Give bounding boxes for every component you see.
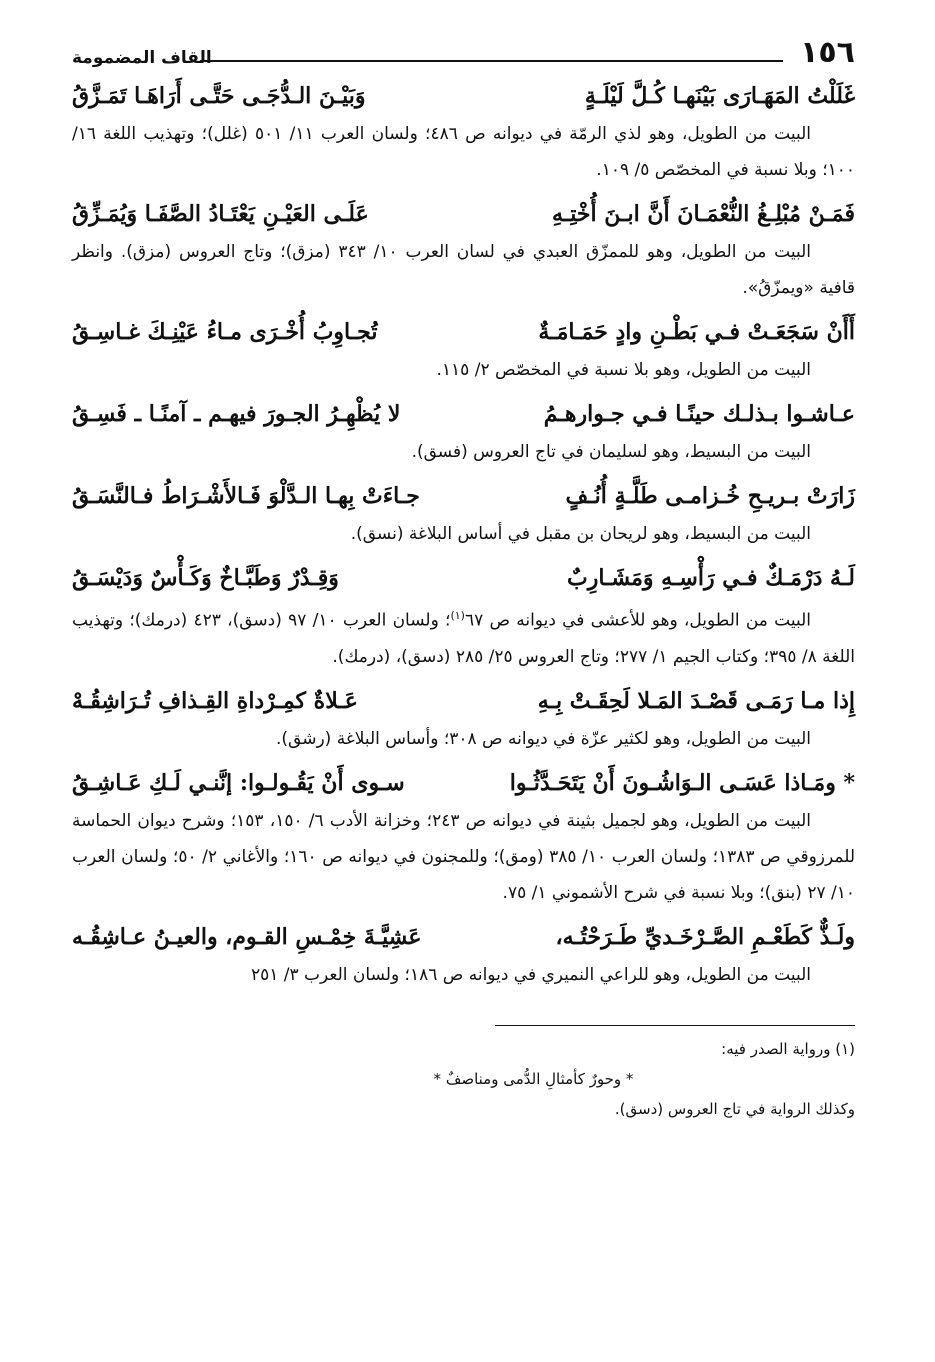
verse-line [72,400,855,428]
verse-commentary: البيت من البسيط، وهو لسليمان في تاج العروس (فسق). [411,442,811,462]
footnote-text: وكذلك الرواية في تاج العروس (دسق). [614,1099,855,1118]
verse-second-hemistich: سـوى أَنْ يَقُـولـوا: إنَّنـي لَـكِ عَـاشِـقُ [72,769,405,796]
verse-commentary: البيت من الطويل، وهو لكثير عزّة في ديوانه ص ٣٠٨؛ وأساس البلاغة (رشق). [276,728,811,749]
verse-second-hemistich: عَـلاةٌ كمِـرْداةِ القِـذافِ تُـرَاشِقُـهْ [72,687,358,714]
verse-first-hemistich: * ومَـاذا عَسَـى الـوَاشُـونَ أَنْ يَتَحَـدَّثُـوا [509,769,855,796]
verse-first-hemistich: غَلَلْتُ المَهَـارَى بَيْنَهـا كُـلَّ لَيْلَـةٍ [584,83,855,109]
verse-line [72,769,855,797]
verse-commentary: البيت من البسيط، وهو لريحان بن مقبل في أساس البلاغة (نسق). [350,524,811,544]
verse-second-hemistich: جـاءَتْ بِهـا الـدَّلْوَ فَـالأَشْـرَاطُ فـالنَّسَـقُ [72,483,420,509]
verse-first-hemistich: لَـهُ دَرْمَـكٌ فـي رَأْسِـهِ وَمَشَـارِبٌ [567,565,855,591]
verse-line [72,318,855,346]
verse-commentary: البيت من الطويل، وهو لذي الرمّة في ديوانه ص ٤٨٦؛ ولسان العرب ١١/ ٥٠١ (غلل)؛ وتهذيب اللغة ١٦/ ١٠٠؛ وبلا نسبة في المخصّص ٥/ ١٠٩. [72,124,855,180]
verse-first-hemistich: زَارَتْ بـريـحِ خُـزامـى طَلَّـةٍ أُنُـفٍ [565,483,855,509]
verse-second-hemistich: وَبَيْـنَ الـدُّجَـى حَتَّـى أَرَاهَـا تَمَـزَّقُ [72,83,366,109]
footnote-marker: (١) [450,609,465,622]
verse-second-hemistich: عَلَـى العَيْـنِ يَعْتَـادُ الصَّفَـا وَيُمَـزِّقُ [72,201,369,227]
footnote-text: (١) ورواية الصدر فيه: [721,1039,855,1058]
running-title: القاف المضمومة [72,48,212,68]
verse-first-hemistich: ولَـذٌّ كَطَعْـمِ الصَّـرْخَـديِّ طَـرَحْتُـه، [555,923,855,950]
entries-list [72,82,855,993]
verse-commentary: البيت من الطويل، وهو للراعي النميري في ديوانه ص ١٨٦؛ ولسان العرب ٣/ ٢٥١ [250,964,811,985]
verse-second-hemistich: وَقِـدْرٌ وَطَبَّـاخٌ وَكَـأْسٌ وَدَيْسَـقُ [72,565,339,591]
verse-commentary: البيت من الطويل، وهو للممزّق العبدي في لسان العرب ١٠/ ٣٤٣ (مزق)؛ وتاج العروس (مزق). وانظر قافية «ويمزّقُ». [72,242,855,298]
verse-commentary [72,598,855,675]
verse-line [72,482,855,510]
footnote-quote: * وحورٌ كأمثالِ الدُّمى ومناصفٌ * [433,1069,634,1088]
verse-line [72,82,855,110]
verse-second-hemistich: تُجـاوِبُ أُخْـرَى مـاءُ عَيْنِـكَ غـاسِـقُ [72,319,378,345]
verse-line [72,200,855,228]
verse-line [72,564,855,592]
header-rule [200,60,783,62]
verse-line [72,687,855,715]
page [72,30,855,1124]
footnote-separator [495,1025,855,1026]
commentary-text: البيت من الطويل، وهو للأعشى في ديوانه ص ٦٧ [464,610,811,631]
verse-commentary: البيت من الطويل، وهو بلا نسبة في المخصّص ٢/ ١١٥. [436,360,811,380]
verse-first-hemistich: فَمَـنْ مُبْلِـغُ النُّعْمَـانَ أَنَّ ابـنَ أُخْتِـهِ [552,201,855,227]
verse-second-hemistich: لا يُظْهِـرُ الجـورَ فيهـم ـ آمنًـا ـ فَسِـقُ [72,401,401,427]
verse-commentary: البيت من الطويل، وهو لجميل بثينة في ديوانه ص ٢٤٣؛ وخزانة الأدب ٦/ ١٥٠، ١٥٣؛ وشرح ديوان الحماسة للمرزوقي ص ١٣٨٣؛ ولسان العرب ١٠/ ٣٨٥ (ومق)؛ وللمجنون في ديوانه ص ١٦٠؛ والأغاني ٢/ ٥٠؛ ولسان العرب ١٠/ ٢٧ (بنق)؛ وبلا نسبة في شرح الأشموني ١/ ٧٥. [72,810,856,903]
page-number: ١٥٦ [800,35,855,70]
verse-line [72,923,855,951]
commentary-text: ؛ ولسان العرب ١٠/ ٩٧ (دسق)، ٤٢٣ (درمك)؛ وتهذيب اللغة ٨/ ٣٩٥؛ وكتاب الجيم ١/ ٢٧٧؛ وتاج العروس ٢٥/ ٢٨٥ (دسق)، (درمك). [72,610,855,667]
verse-first-hemistich: إِذا مـا رَمَـى قَصْـدَ المَـلا لَحِقَـتْ بِـهِ [537,687,855,714]
verse-first-hemistich: عـاشـوا بـذلـك حينًـا فـي جـوارهـمُ [543,401,855,427]
verse-first-hemistich: أَأَنْ سَجَعَـتْ فـي بَطْـنِ وادٍ حَمَـامَـةٌ [538,319,855,345]
verse-second-hemistich: عَشِيَّـةَ خِمْـسِ القـوم، والعيـنُ عـاشِقُـه [72,923,422,950]
page-header [72,30,855,70]
